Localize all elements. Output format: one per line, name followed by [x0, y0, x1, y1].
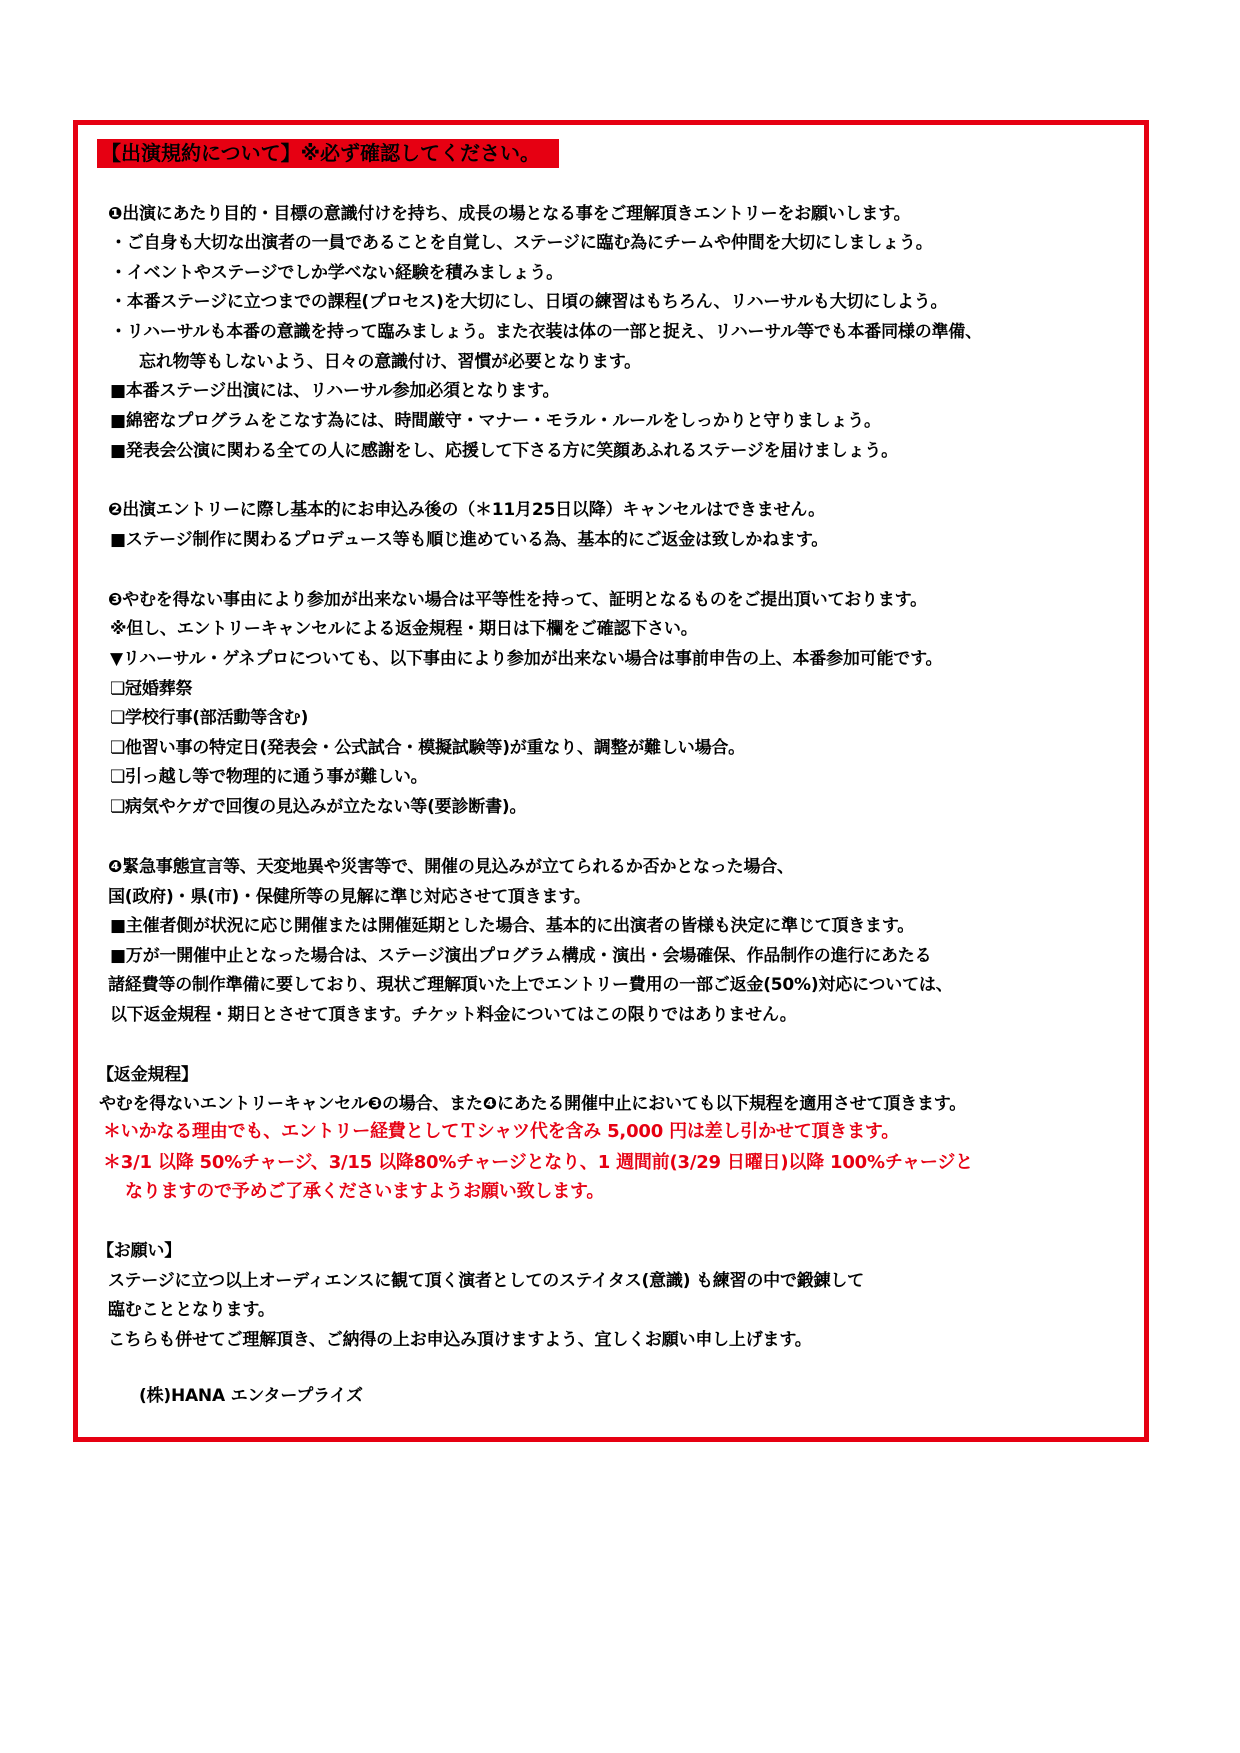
section1-line: ❶出演にあたり目的・目標の意識付けを持ち、成長の場となる事をご理解頂きエントリーをお願いします。 [108, 204, 911, 224]
request-heading: 【お願い】 [97, 1241, 181, 1261]
refund-heading: 【返金規程】 [97, 1065, 198, 1085]
section3-line: ❏病気やケガで回復の見込みが立たない等(要診断書)。 [110, 797, 527, 817]
section3-line: ❏学校行事(部活動等含む) [110, 708, 309, 728]
section4-line: ■万が一開催中止となった場合は、ステージ演出プログラム構成・演出・会場確保、作品制作の進行にあたる [110, 946, 932, 966]
section3-line: ❏冠婚葬祭 [110, 679, 193, 699]
section1-line: ■発表会公演に関わる全ての人に感謝をし、応援して下さる方に笑顔あふれるステージを届けましょう。 [110, 441, 898, 461]
section1-line: ■本番ステージ出演には、リハーサル参加必須となります。 [110, 381, 560, 401]
section1-line: ・本番ステージに立つまでの課程(プロセス)を大切にし、日頃の練習はもちろん、リハーサルも大切にしよう。 [110, 292, 948, 312]
refund-red-line: ＊3/1 以降 50%チャージ、3/15 以降80%チャージとなり、1 週間前(3/29 日曜日)以降 100%チャージと [103, 1152, 973, 1173]
section2-line: ❷出演エントリーに際し基本的にお申込み後の（＊11月25日以降）キャンセルはできません。 [108, 500, 825, 520]
section2-line: ■ステージ制作に関わるプロデュース等も順じ進めている為、基本的にご返金は致しかねます。 [110, 530, 829, 550]
request-line: 臨むこととなります。 [108, 1300, 275, 1320]
section3-line: ▼リハーサル・ゲネプロについても、以下事由により参加が出来ない場合は事前申告の上、本番参加可能です。 [110, 649, 943, 669]
section1-line: 忘れ物等もしないよう、日々の意識付け、習慣が必要となります。 [139, 352, 641, 372]
company-name: (株)HANA エンタープライズ [139, 1386, 363, 1406]
section1-line: ・ご自身も大切な出演者の一員であることを自覚し、ステージに臨む為にチームや仲間を大切にしましょう。 [110, 233, 933, 253]
section3-line: ❸やむを得ない事由により参加が出来ない場合は平等性を持って、証明となるものをご提出頂いております。 [108, 590, 927, 610]
section1-line: ・リハーサルも本番の意識を持って臨みましょう。また衣装は体の一部と捉え、リハーサル等でも本番同様の準備、 [110, 322, 982, 342]
section4-line: 国(政府)・県(市)・保健所等の見解に準じ対応させて頂きます。 [108, 887, 591, 907]
refund-red-line: ＊いかなる理由でも、エントリー経費としてＴシャツ代を含み 5,000 円は差し引かせて頂きます。 [103, 1121, 900, 1142]
refund-text: やむを得ないエントリーキャンセル❸の場合、また❹にあたる開催中止においても以下規程を適用させて頂きます。 [99, 1094, 967, 1114]
request-line: ステージに立つ以上オーディエンスに観て頂く演者としてのステイタス(意識) も練習の中で鍛錬して [108, 1271, 864, 1291]
section1-line: ■綿密なプログラムをこなす為には、時間厳守・マナー・モラル・ルールをしっかりと守りましょう。 [110, 411, 881, 431]
refund-red-line: なりますので予めご了承くださいますようお願い致します。 [125, 1181, 605, 1202]
section4-line: ■主催者側が状況に応じ開催または開催延期とした場合、基本的に出演者の皆様も決定に準じて頂きます。 [110, 916, 915, 936]
page-title: 【出演規約について】※必ず確認してください。 [97, 139, 559, 168]
section3-line: ※但し、エントリーキャンセルによる返金規程・期日は下欄をご確認下さい。 [110, 619, 698, 639]
section3-line: ❏他習い事の特定日(発表会・公式試合・模擬試験等)が重なり、調整が難しい場合。 [110, 738, 745, 758]
section1-line: ・イベントやステージでしか学べない経験を積みましょう。 [110, 263, 563, 283]
section4-line: 以下返金規程・期日とさせて頂きます。チケット料金についてはこの限りではありません。 [110, 1005, 797, 1025]
section4-line: ❹緊急事態宣言等、天変地異や災害等で、開催の見込みが立てられるか否かとなった場合、 [108, 857, 794, 877]
section3-line: ❏引っ越し等で物理的に通う事が難しい。 [110, 767, 428, 787]
section4-line: 諸経費等の制作準備に要しており、現状ご理解頂いた上でエントリー費用の一部ご返金(50%)対応については、 [108, 975, 953, 995]
request-line: こちらも併せてご理解頂き、ご納得の上お申込み頂けますよう、宜しくお願い申し上げます。 [108, 1330, 812, 1350]
